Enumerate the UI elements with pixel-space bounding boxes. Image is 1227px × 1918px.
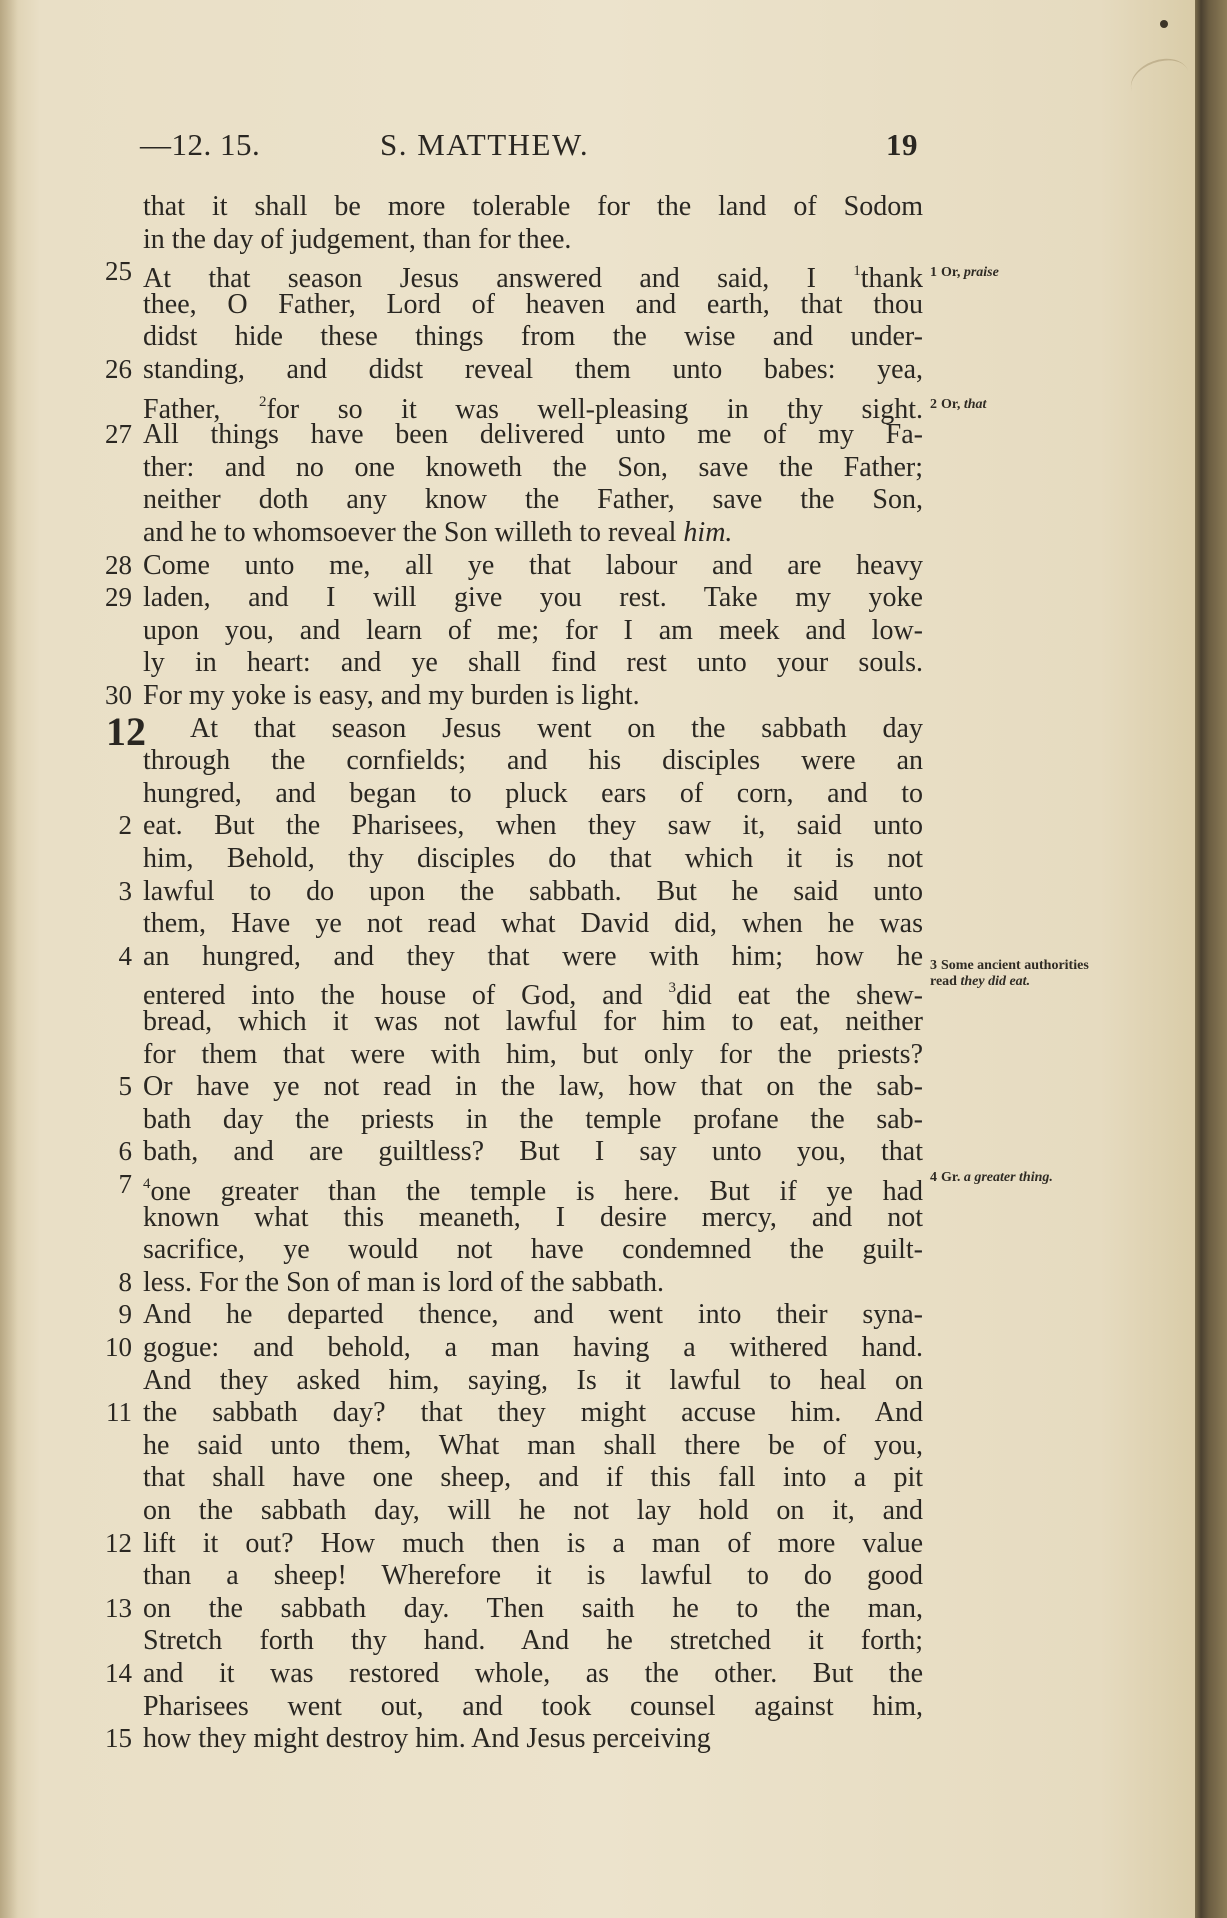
verse-number: 5 bbox=[118, 1071, 132, 1102]
line-text: lawful to do upon the sabbath. But he said unto bbox=[143, 875, 923, 907]
line-text: him, Behold, thy disciples do that which it is not bbox=[143, 843, 923, 874]
line-text: And he departed thence, and went into their syna- bbox=[143, 1299, 923, 1331]
text-line bbox=[0, 1494, 1000, 1527]
text-line bbox=[0, 1624, 1000, 1657]
text-line bbox=[0, 320, 1000, 353]
line-text-segment: Father, bbox=[143, 393, 259, 425]
line-text: Come unto me, all ye that labour and are heavy bbox=[143, 549, 923, 581]
line-text-segment: and he to whomsoever the Son willeth to reveal bbox=[143, 517, 684, 548]
line-text-segment: At that season Jesus answered and said, I bbox=[143, 263, 854, 295]
text-line bbox=[0, 386, 1000, 425]
text-line bbox=[0, 1429, 1000, 1462]
line-text: And they asked him, saying, Is it lawful to heal on bbox=[143, 1364, 923, 1396]
line-text: upon you, and learn of me; for I am meek and low- bbox=[143, 614, 923, 646]
text-line bbox=[0, 1201, 1000, 1234]
line-text: that shall have one sheep, and if this fall into a pit bbox=[143, 1462, 923, 1494]
verse-number: 12 bbox=[105, 1527, 132, 1558]
text-line bbox=[0, 1135, 1000, 1168]
text-line bbox=[0, 646, 1000, 679]
margin-note-text: Some ancient authorities read bbox=[930, 958, 1089, 989]
margin-note bbox=[930, 1170, 1110, 1186]
margin-note bbox=[930, 265, 999, 281]
line-text: for them that were with him, but only for the priests? bbox=[143, 1038, 923, 1070]
line-text: the sabbath day? that they might accuse him. And bbox=[143, 1397, 923, 1429]
text-line bbox=[0, 1070, 1000, 1103]
verse-number: 25 bbox=[105, 256, 132, 287]
line-text: Pharisees went out, and took counsel against him, bbox=[143, 1690, 923, 1722]
line-text: hungred, and began to pluck ears of corn, and to bbox=[143, 777, 923, 809]
text-line bbox=[0, 972, 1000, 1012]
line-text: in the day of judgement, than for thee. bbox=[143, 223, 572, 255]
line-text: didst hide these things from the wise and under- bbox=[143, 321, 923, 353]
text-line bbox=[0, 451, 1000, 484]
verse-number: 9 bbox=[118, 1299, 132, 1330]
line-text: gogue: and behold, a man having a withered hand. bbox=[143, 1332, 923, 1363]
line-text: bread, which it was not lawful for him to eat, neither bbox=[143, 1006, 923, 1037]
line-text: than a sheep! Wherefore it is lawful to do good bbox=[143, 1560, 923, 1592]
text-line bbox=[0, 940, 1000, 973]
running-header bbox=[140, 127, 920, 167]
line-text: through the cornfields; and his disciples were an bbox=[143, 745, 923, 777]
text-line bbox=[0, 712, 1000, 745]
margin-note-number: 1 bbox=[930, 265, 937, 280]
text-line bbox=[0, 744, 1000, 777]
text-line bbox=[0, 223, 1000, 256]
line-text: lift it out? How much then is a man of more value bbox=[143, 1527, 923, 1559]
verse-number: 14 bbox=[105, 1658, 132, 1688]
text-line bbox=[0, 1657, 1000, 1690]
margin-note bbox=[930, 958, 1110, 990]
verse-number: 28 bbox=[105, 549, 132, 580]
line-text: sacrifice, ye would not have condemned the guilt- bbox=[143, 1234, 923, 1266]
text-line bbox=[0, 581, 1000, 614]
margin-note-italic: that bbox=[963, 397, 987, 412]
verse-number: 29 bbox=[105, 582, 132, 613]
verse-number: 13 bbox=[105, 1592, 132, 1623]
text-line bbox=[0, 1461, 1000, 1494]
line-text: them, Have ye not read what David did, when he was bbox=[143, 908, 923, 940]
text-line bbox=[0, 1168, 1000, 1207]
line-text-segment: thank bbox=[860, 263, 923, 295]
text-line bbox=[0, 418, 1000, 451]
line-text: less. For the Son of man is lord of the sabbath. bbox=[143, 1266, 665, 1298]
line-text: on the sabbath day, will he not lay hold on it, and bbox=[143, 1495, 923, 1526]
verse-number: 2 bbox=[118, 810, 132, 841]
text-line bbox=[0, 1103, 1000, 1136]
chapter-number: 12 bbox=[106, 709, 146, 754]
line-text: For my yoke is easy, and my burden is light. bbox=[143, 680, 640, 711]
verse-number: 11 bbox=[106, 1397, 132, 1428]
text-line bbox=[0, 777, 1000, 810]
text-line bbox=[0, 516, 1000, 549]
text-line bbox=[0, 1690, 1000, 1723]
text-line bbox=[0, 1298, 1000, 1331]
line-text: on the sabbath day. Then saith he to the man, bbox=[143, 1592, 923, 1624]
text-line bbox=[0, 614, 1000, 647]
verse-number: 3 bbox=[118, 875, 132, 906]
text-line bbox=[0, 1266, 1000, 1299]
line-text: and it was restored whole, as the other. But the bbox=[143, 1658, 923, 1689]
margin-note-italic: praise bbox=[963, 265, 999, 280]
verse-number: 6 bbox=[118, 1136, 132, 1167]
line-text-segment: for so it was well-pleasing in thy sight. bbox=[266, 393, 923, 425]
text-line bbox=[0, 1592, 1000, 1625]
verse-number: 10 bbox=[105, 1332, 132, 1362]
margin-note-text: Or, bbox=[941, 397, 964, 412]
text-line bbox=[0, 1331, 1000, 1364]
text-line bbox=[0, 1396, 1000, 1429]
text-line bbox=[0, 190, 1000, 223]
text-line bbox=[0, 875, 1000, 908]
line-text-segment: entered into the house of God, and bbox=[143, 980, 669, 1012]
margin-note-number: 4 bbox=[930, 1170, 937, 1185]
header-verse-reference: —12. 15. bbox=[140, 127, 261, 162]
text-line bbox=[0, 1722, 1000, 1755]
line-text: All things have been delivered unto me of my Fa- bbox=[143, 419, 923, 451]
text-line bbox=[0, 255, 1000, 295]
line-text: an hungred, and they that were with him; how he bbox=[143, 940, 923, 972]
margin-note-text: Or, bbox=[941, 265, 964, 280]
footnote-marker: 4 bbox=[143, 1176, 151, 1192]
text-line bbox=[0, 483, 1000, 516]
margin-note bbox=[930, 397, 986, 413]
line-text: thee, O Father, Lord of heaven and earth, that thou bbox=[143, 288, 923, 320]
text-line bbox=[0, 549, 1000, 582]
text-line bbox=[0, 288, 1000, 321]
line-text: At that season Jesus went on the sabbath day bbox=[190, 712, 923, 744]
line-text-segment: one greater than the temple is here. But if ye had bbox=[150, 1176, 923, 1207]
text-line bbox=[0, 1559, 1000, 1592]
margin-note-italic: they did eat. bbox=[960, 974, 1031, 989]
ink-spot bbox=[1160, 20, 1168, 28]
line-text: how they might destroy him. And Jesus perceiving bbox=[143, 1723, 711, 1755]
verse-number: 26 bbox=[105, 354, 132, 384]
text-line bbox=[0, 1038, 1000, 1071]
line-text: eat. But the Pharisees, when they saw it, said unto bbox=[143, 810, 923, 842]
italic-word: him. bbox=[683, 517, 733, 548]
line-text: he said unto them, What man shall there be of you, bbox=[143, 1429, 923, 1461]
text-line bbox=[0, 1527, 1000, 1560]
header-book-title: S. MATTHEW. bbox=[380, 127, 590, 162]
margin-note-number: 2 bbox=[930, 397, 937, 412]
verse-number: 4 bbox=[118, 940, 132, 971]
text-line bbox=[0, 353, 1000, 386]
line-text: known what this meaneth, I desire mercy, and not bbox=[143, 1201, 923, 1233]
footnote-marker: 2 bbox=[258, 393, 267, 410]
footnote-marker: 1 bbox=[853, 263, 861, 280]
text-line bbox=[0, 907, 1000, 940]
text-line bbox=[0, 809, 1000, 842]
line-text: that it shall be more tolerable for the land of Sodom bbox=[143, 191, 923, 222]
line-text: bath, and are guiltless? But I say unto you, that bbox=[143, 1136, 923, 1168]
margin-note-number: 3 bbox=[930, 958, 937, 973]
line-text: Or have ye not read in the law, how that on the sab- bbox=[143, 1071, 923, 1103]
line-text: bath day the priests in the temple profane the sab- bbox=[143, 1103, 923, 1135]
line-text: standing, and didst reveal them unto babes: yea, bbox=[143, 354, 923, 385]
line-text: neither doth any know the Father, save the Son, bbox=[143, 484, 923, 516]
verse-number: 7 bbox=[118, 1169, 132, 1199]
line-text: laden, and I will give you rest. Take my yoke bbox=[143, 582, 923, 614]
text-line bbox=[0, 842, 1000, 875]
line-text: ther: and no one knoweth the Son, save the Father; bbox=[143, 451, 923, 483]
text-line bbox=[0, 1364, 1000, 1397]
margin-note-text: Gr. bbox=[941, 1170, 964, 1185]
text-line bbox=[0, 679, 1000, 712]
line-text bbox=[143, 516, 923, 549]
line-text: ly in heart: and ye shall find rest unto your souls. bbox=[143, 647, 923, 679]
verse-number: 30 bbox=[105, 680, 132, 710]
text-line bbox=[0, 1005, 1000, 1038]
margin-note-italic: a greater thing. bbox=[963, 1170, 1053, 1185]
book-edge bbox=[1195, 0, 1227, 1918]
page-number: 19 bbox=[886, 127, 918, 162]
verse-number: 8 bbox=[118, 1266, 132, 1297]
verse-number: 27 bbox=[105, 419, 132, 450]
line-text-segment: did eat the shew- bbox=[675, 980, 923, 1012]
footnote-marker: 3 bbox=[668, 980, 676, 997]
text-line bbox=[0, 1233, 1000, 1266]
verse-number: 15 bbox=[105, 1723, 132, 1754]
line-text: Stretch forth thy hand. And he stretched it forth; bbox=[143, 1625, 923, 1657]
